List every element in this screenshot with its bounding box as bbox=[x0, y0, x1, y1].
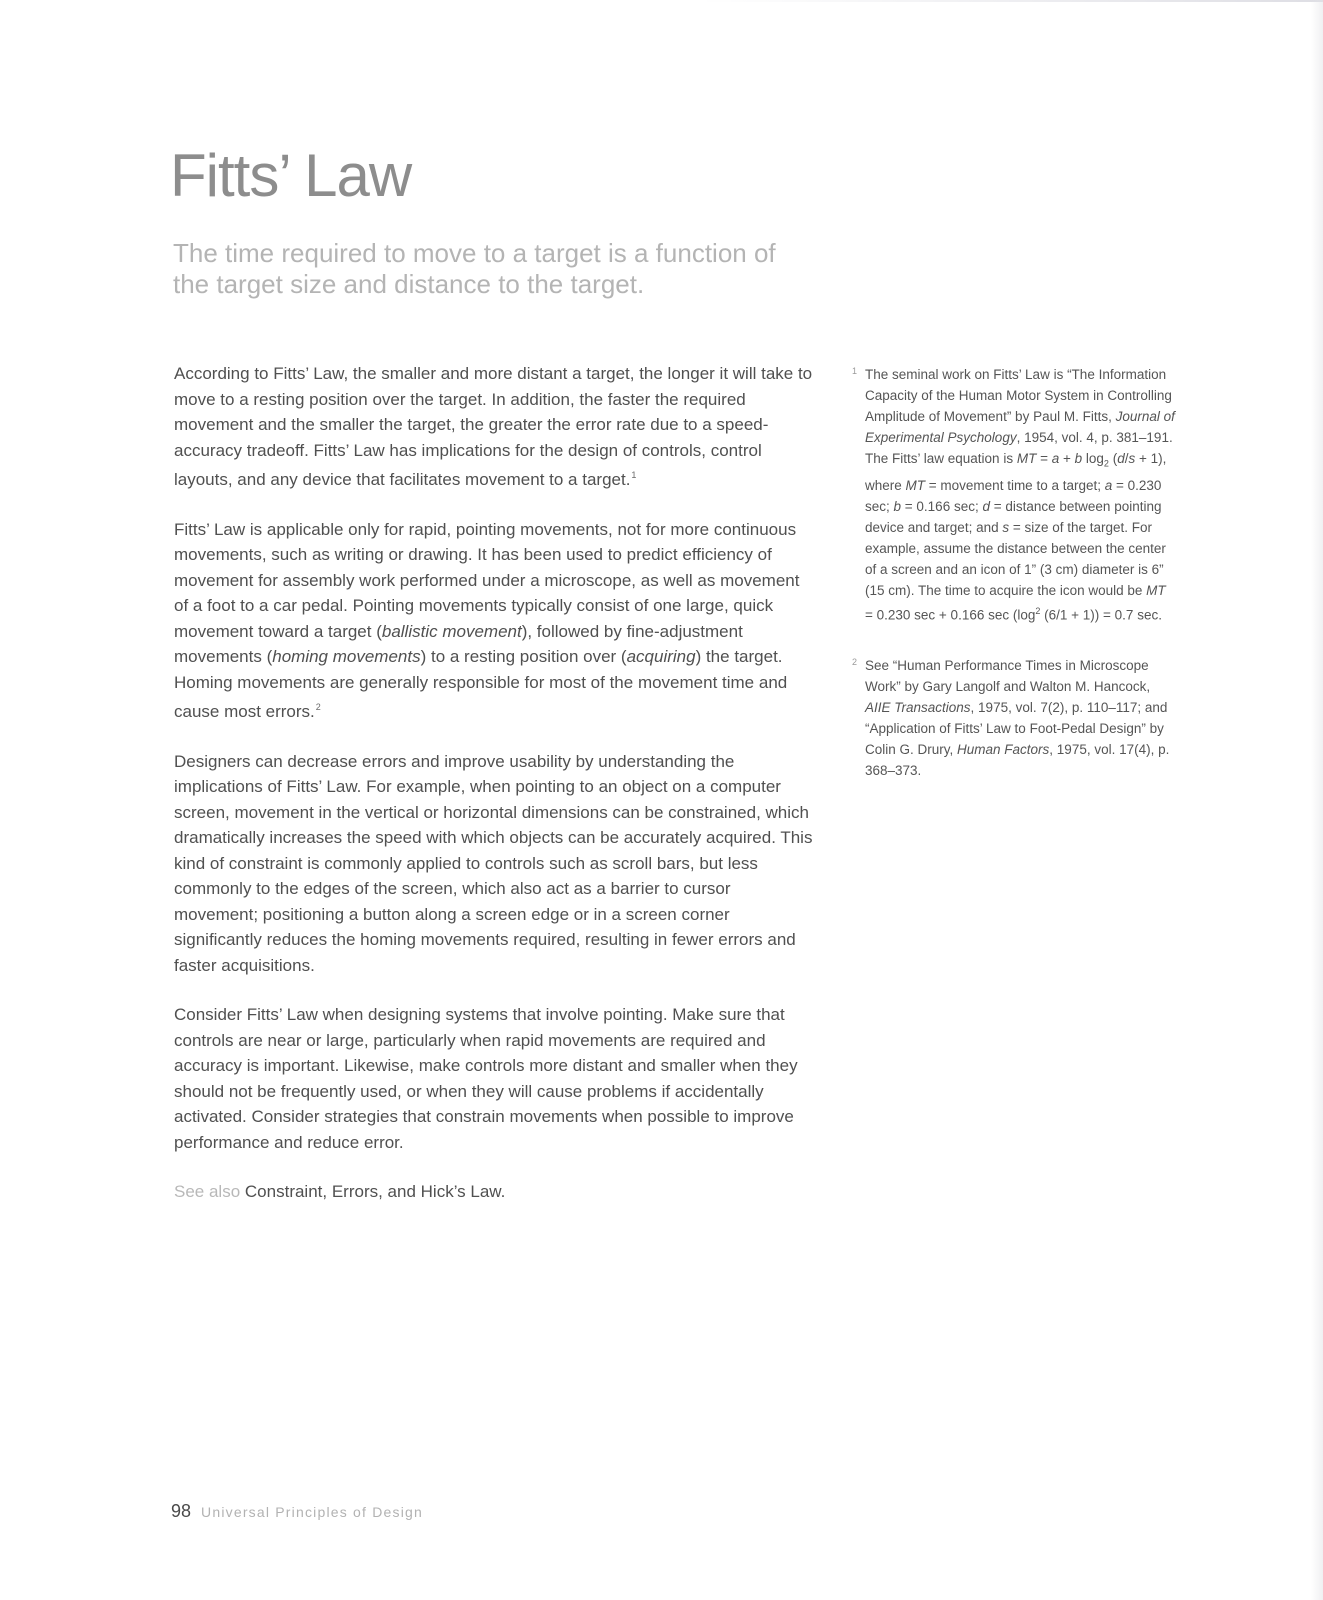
term-ballistic-movement: ballistic movement bbox=[381, 621, 522, 641]
page-subtitle: The time required to move to a target is a function of the target size and distance to the target. bbox=[173, 238, 776, 299]
book-title: Universal Principles of Design bbox=[201, 1504, 423, 1520]
paragraph-2: Fitts’ Law is applicable only for rapid, pointing movements, not for more continuous movements, such as writing or drawing. It has been used to predict efficiency of movement for assembly work performed under a microscope, as well as movement of a foot to a car pedal. Pointing movements typically consist of one large, quick movement toward a target (ballistic movement), followed by fine-adjustment movements (homing movements) to a resting position over (acquiring) the target. Homing movements are generally responsible for most of the movement time and cause most errors.$^2$ bbox=[174, 519, 800, 721]
term-acquiring: acquiring bbox=[626, 647, 696, 666]
sidenote-2: 2 See “Human Performance Times in Microscope Work” by Gary Langolf and Walton M. Hancock, AIIE Transactions, 1975, vol. 7(2), p. 110–117; and “Application of Fitts’ Law to Foot-Pedal Design” by Colin G. Drury, Human Factors, 1975, vol. 17(4), p. 368–373. bbox=[852, 655, 1176, 781]
page-number: 98 bbox=[171, 1501, 192, 1521]
page-footer bbox=[171, 1501, 423, 1522]
sidenote-number: 2 bbox=[852, 657, 858, 668]
paragraph-3: Designers can decrease errors and improve usability by understanding the implications of Fitts’ Law. For example, when pointing to an object on a computer screen, movement in the vertical or horizontal dimensions can be constrained, which dramatically increases the speed with which objects can be accurately acquired. This kind of constraint is commonly applied to controls such as scroll bars, but less commonly to the edges of the screen, which also act as a barrier to cursor movement; positioning a button along a screen edge or in a screen corner significantly reduces the homing movements required, resulting in fewer errors and faster acquisitions. bbox=[174, 751, 813, 975]
see-also-label: See also bbox=[174, 1182, 241, 1201]
page-title: Fitts’ Law bbox=[170, 142, 412, 209]
paragraph-1: According to Fitts’ Law, the smaller and more distant a target, the longer it will take to move to a resting position over the target. In addition, the faster the required movement and the smaller the target, the greater the error rate due to a speed-accuracy tradeoff. Fitts’ Law has implications for the design of controls, control layouts, and any device that facilitates movement to a target.$^1$ bbox=[174, 364, 813, 489]
body-text bbox=[174, 361, 814, 1229]
footnote-ref-1: 1 bbox=[631, 470, 637, 480]
term-homing-movements: homing movements bbox=[272, 647, 421, 666]
sidenote-number: 1 bbox=[852, 366, 858, 376]
sidenote-1: 1 The seminal work on Fitts’ Law is “The Information Capacity of the Human Motor System in Controlling Amplitude of Movement” by Paul M. Fitts, Journal of Experimental Psychology, 1954, vol. 4, p. 381–191. The Fitts’ law equation is MT = a + b $\log_2 (d/s + 1)$, where MT = movement time to a target; a = 0.230 sec; b = 0.166 sec; d = distance between pointing device and target; and s = size of the target. For example, assume the distance between the center of a screen and an icon of 1” (3 cm) diameter is 6” (15 cm). The time to acquire the icon would be MT = 0.230 sec + 0.166 $\sec (\log^2$ (6/1 + 1)) = 0.7 sec. bbox=[852, 364, 1176, 625]
paragraph-4: Consider Fitts’ Law when designing systems that involve pointing. Make sure that controls are near or large, particularly when rapid movements are required and accuracy is important. Likewise, make controls more distant and smaller when they should not be frequently used, or when they will cause problems if accidentally activated. Consider strategies that constrain movements when possible to improve performance and reduce error. bbox=[174, 1005, 798, 1152]
see-also bbox=[174, 1179, 814, 1205]
page-edge-shadow bbox=[1311, 0, 1323, 1600]
see-also-refs: Constraint, Errors, and Hick’s Law. bbox=[244, 1182, 506, 1201]
scan-edge bbox=[700, 0, 1323, 2]
footnote-ref-2: 2 bbox=[315, 702, 321, 712]
sidenotes bbox=[852, 364, 1176, 811]
